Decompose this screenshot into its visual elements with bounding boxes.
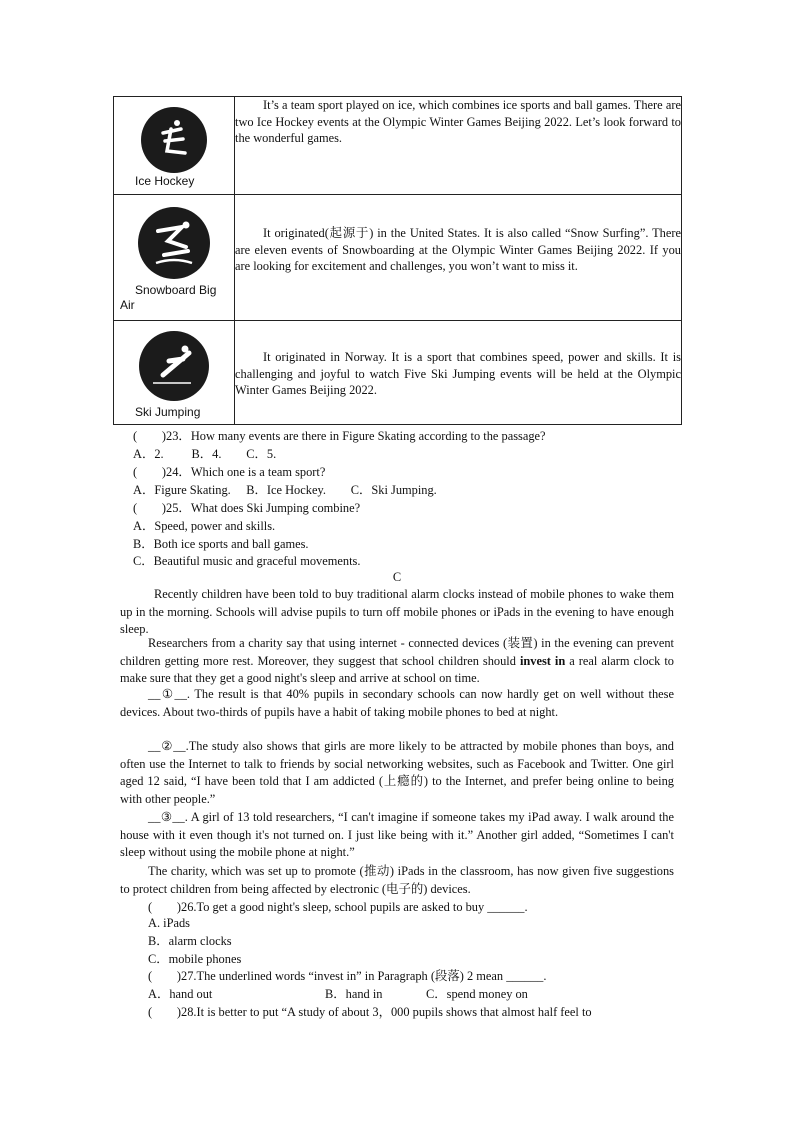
ice-hockey-caption: Ice Hockey [135,174,195,188]
question-26-option-a: A. iPads [148,916,190,930]
paragraph-3: __①__. The result is that 40% pupils in secondary schools can now hardly get on well without these devices. About two-thirds of pupils have a habit of taking mobile phones to bed at night. [120,687,674,719]
section-c-label: C [392,570,402,584]
question-26: ( )26.To get a good night's sleep, school pupils are asked to buy ______. [148,900,528,914]
snowboard-icon [138,207,210,279]
question-25-option-b: B．Both ice sports and ball games. [133,537,309,551]
snowboard-caption-text: Snowboard Big Air [120,283,217,312]
sports-table [113,96,682,425]
ski-jumping-description [235,321,682,425]
question-26-option-b: B．alarm clocks [148,934,232,948]
ski-jumping-icon [139,331,209,401]
ice-hockey-cell [114,97,235,195]
question-27-option-a: A．hand out [148,987,213,1001]
ice-hockey-description [235,97,682,195]
question-25-option-c: C．Beautiful music and graceful movements. [133,554,361,568]
paragraph-4: __②__.The study also shows that girls are more likely to be attracted by mobile phones than boys, and often use the Internet to talk to friends by social networking websites, such as Facebook and Twitter. One girl aged 12 said, “I have been told that I am addicted (上瘾的) to the Internet, and prefer being online to being with other people.” [120,739,674,806]
ski-jumping-caption: Ski Jumping [135,405,201,419]
snowboard-description [235,195,682,321]
question-25-option-a: A．Speed, power and skills. [133,519,276,533]
paragraph-6: The charity, which was set up to promote (推动) iPads in the classroom, has now given five suggestions to protect children from being affected by electronic (电子的) devices. [120,864,674,896]
question-26-option-c: C．mobile phones [148,952,242,966]
ski-jumping-cell [114,321,235,425]
question-25: ( )25．What does Ski Jumping combine? [133,501,361,515]
question-27: ( )27.The underlined words “invest in” in Paragraph (段落) 2 mean ______. [148,969,547,983]
paragraph-2-start: Researchers from a charity say that using internet - connected devices (装置) in the evening can prevent children getting more rest. Moreover, they suggest that school children should [120,636,674,668]
paragraph-5: __③__. A girl of 13 told researchers, “I can't imagine if someone takes my iPad away. I walk around the house with it even though it's not turned on. I just like being with it.” Another girl added, “Sometimes I can't sleep without using the mobile phone at night.” [120,810,674,860]
paragraph-1: Recently children have been told to buy traditional alarm clocks instead of mobile phones to wake them up in the morning. Schools will advise pupils to turn off mobile phones or iPads in the evening to have enough sleep. [120,587,674,637]
snowboard-cell [114,195,235,321]
question-28: ( )28.It is better to put “A study of about 3，000 pupils shows that almost half feel to [148,1005,592,1019]
question-24-options: A．Figure Skating. B．Ice Hockey. C．Ski Jumping. [133,483,437,497]
question-24: ( )24．Which one is a team sport? [133,465,326,479]
question-27-option-c: C．spend money on [426,987,528,1001]
ice-hockey-icon [141,107,207,173]
snowboard-text: It originated(起源于) in the United States. It is also called “Snow Surfing”. There are eleven events of Snowboarding at the Olympic Winter Games Beijing 2022. If you are looking for excitement and challenges, you won’t want to miss it. [235,226,681,273]
ski-jumping-text: It originated in Norway. It is a sport that combines speed, power and skills. It is challenging and joyful to watch Five Ski Jumping events will be held at the Olympic Winter Games Beijing 2022. [235,350,681,397]
ice-hockey-text: It’s a team sport played on ice, which combines ice sports and ball games. There are two Ice Hockey events at the Olympic Winter Games Beijing 2022. Let’s look forward to the wonderful games. [235,98,681,145]
question-27-option-b: B．hand in [325,987,383,1001]
question-23: ( )23．How many events are there in Figure Skating according to the passage? [133,429,546,443]
invest-in-phrase: invest in [519,653,566,668]
question-23-options: A．2. B．4. C．5. [133,447,277,461]
paragraph-2-end: a real alarm clock to make sure that they get a good night's sleep and arrive at school on time. [120,653,674,686]
paragraph-2 [120,635,674,688]
snowboard-caption [120,283,230,313]
